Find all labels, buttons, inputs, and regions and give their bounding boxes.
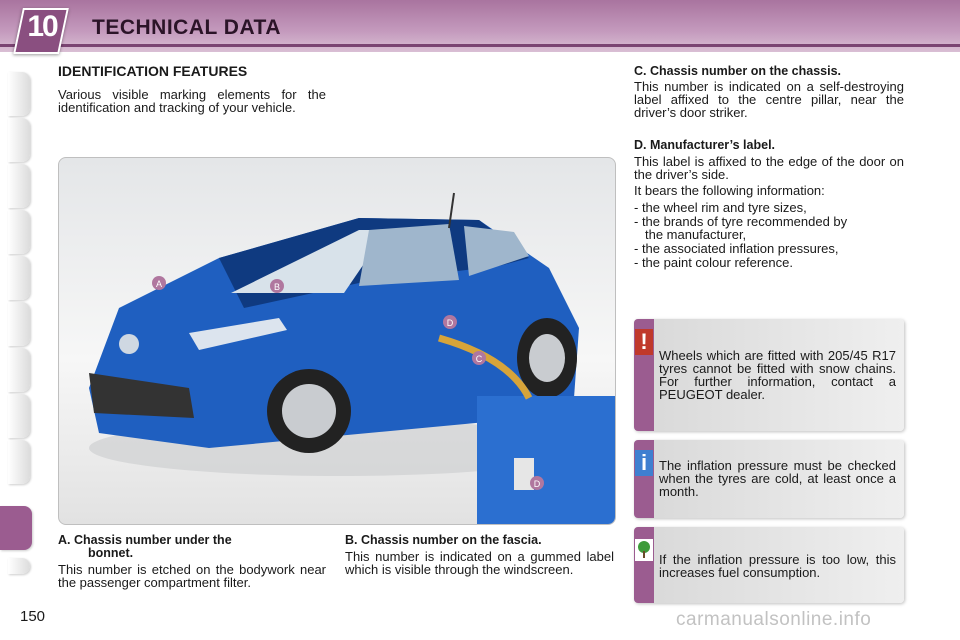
list-item: the manufacturer, [645, 227, 747, 242]
chapter-tab[interactable] [8, 440, 30, 484]
chapter-tab[interactable] [8, 394, 30, 438]
car-drawing [59, 158, 615, 524]
section-a-heading-line1: A. Chassis number under the [58, 533, 232, 547]
watermark: carmanualsonline.info [676, 609, 872, 630]
chapter-tabs [0, 62, 34, 574]
intro-text: Various visible marking elements for the identification and tracking of your vehicle. [58, 87, 326, 115]
chapter-tab[interactable] [8, 72, 30, 116]
section-d-heading: D. Manufacturer’s label. [634, 138, 776, 152]
chapter-tab[interactable] [8, 164, 30, 208]
chapter-tab[interactable] [8, 302, 30, 346]
section-a-heading-line2: bonnet. [88, 546, 134, 560]
header-rule [0, 44, 960, 47]
warning-text: Wheels which are fitted with 205/45 R17 tyres cannot be fitted with snow chains. For further information, contact a PEUGEOT dealer. [659, 348, 896, 402]
chapter-tab[interactable] [8, 118, 30, 162]
chapter-tab[interactable] [8, 256, 30, 300]
marker-c: C [475, 354, 483, 364]
list-item: - the brands of tyre recommended by [634, 214, 848, 229]
section-b-text: This number is indicated on a gummed label which is visible through the windscreen. [345, 549, 614, 577]
info-icon: i [635, 450, 653, 476]
section-d-lead: It bears the following information: [634, 183, 825, 198]
warning-icon: ! [635, 329, 653, 355]
info-text: The inflation pressure must be checked when the tyres are cold, at least once a month. [659, 458, 896, 499]
section-c-heading: C. Chassis number on the chassis. [634, 64, 842, 78]
section-c-text: This number is indicated on a self-destroying label affixed to the centre pillar, near the driver’s door striker. [634, 79, 904, 120]
car-illustration [58, 157, 616, 525]
marker-a: A [155, 279, 163, 289]
warning-note [634, 319, 904, 431]
page-title: TECHNICAL DATA [92, 16, 281, 39]
marker-d-detail: D [533, 479, 541, 489]
page-number: 150 [20, 608, 46, 625]
list-item: - the paint colour reference. [634, 255, 793, 270]
section-heading: IDENTIFICATION FEATURES [58, 63, 248, 79]
list-item: - the wheel rim and tyre sizes, [634, 200, 807, 215]
chapter-number: 10 [27, 10, 57, 43]
chapter-tab[interactable] [8, 558, 30, 574]
marker-d: D [446, 318, 454, 328]
eco-note [634, 527, 904, 603]
info-note [634, 440, 904, 518]
tree-icon [635, 539, 653, 561]
chapter-tab-active[interactable] [0, 506, 32, 550]
section-d-text: This label is affixed to the edge of the door on the driver’s side. [634, 154, 904, 182]
list-item: - the associated inflation pressures, [634, 241, 839, 256]
chapter-tab[interactable] [8, 348, 30, 392]
chapter-tab[interactable] [8, 210, 30, 254]
section-b-heading: B. Chassis number on the fascia. [345, 533, 542, 547]
section-a-text: This number is etched on the bodywork near the passenger compartment filter. [58, 562, 326, 590]
eco-text: If the inflation pressure is too low, this increases fuel consumption. [659, 552, 896, 580]
marker-b: B [273, 282, 281, 292]
